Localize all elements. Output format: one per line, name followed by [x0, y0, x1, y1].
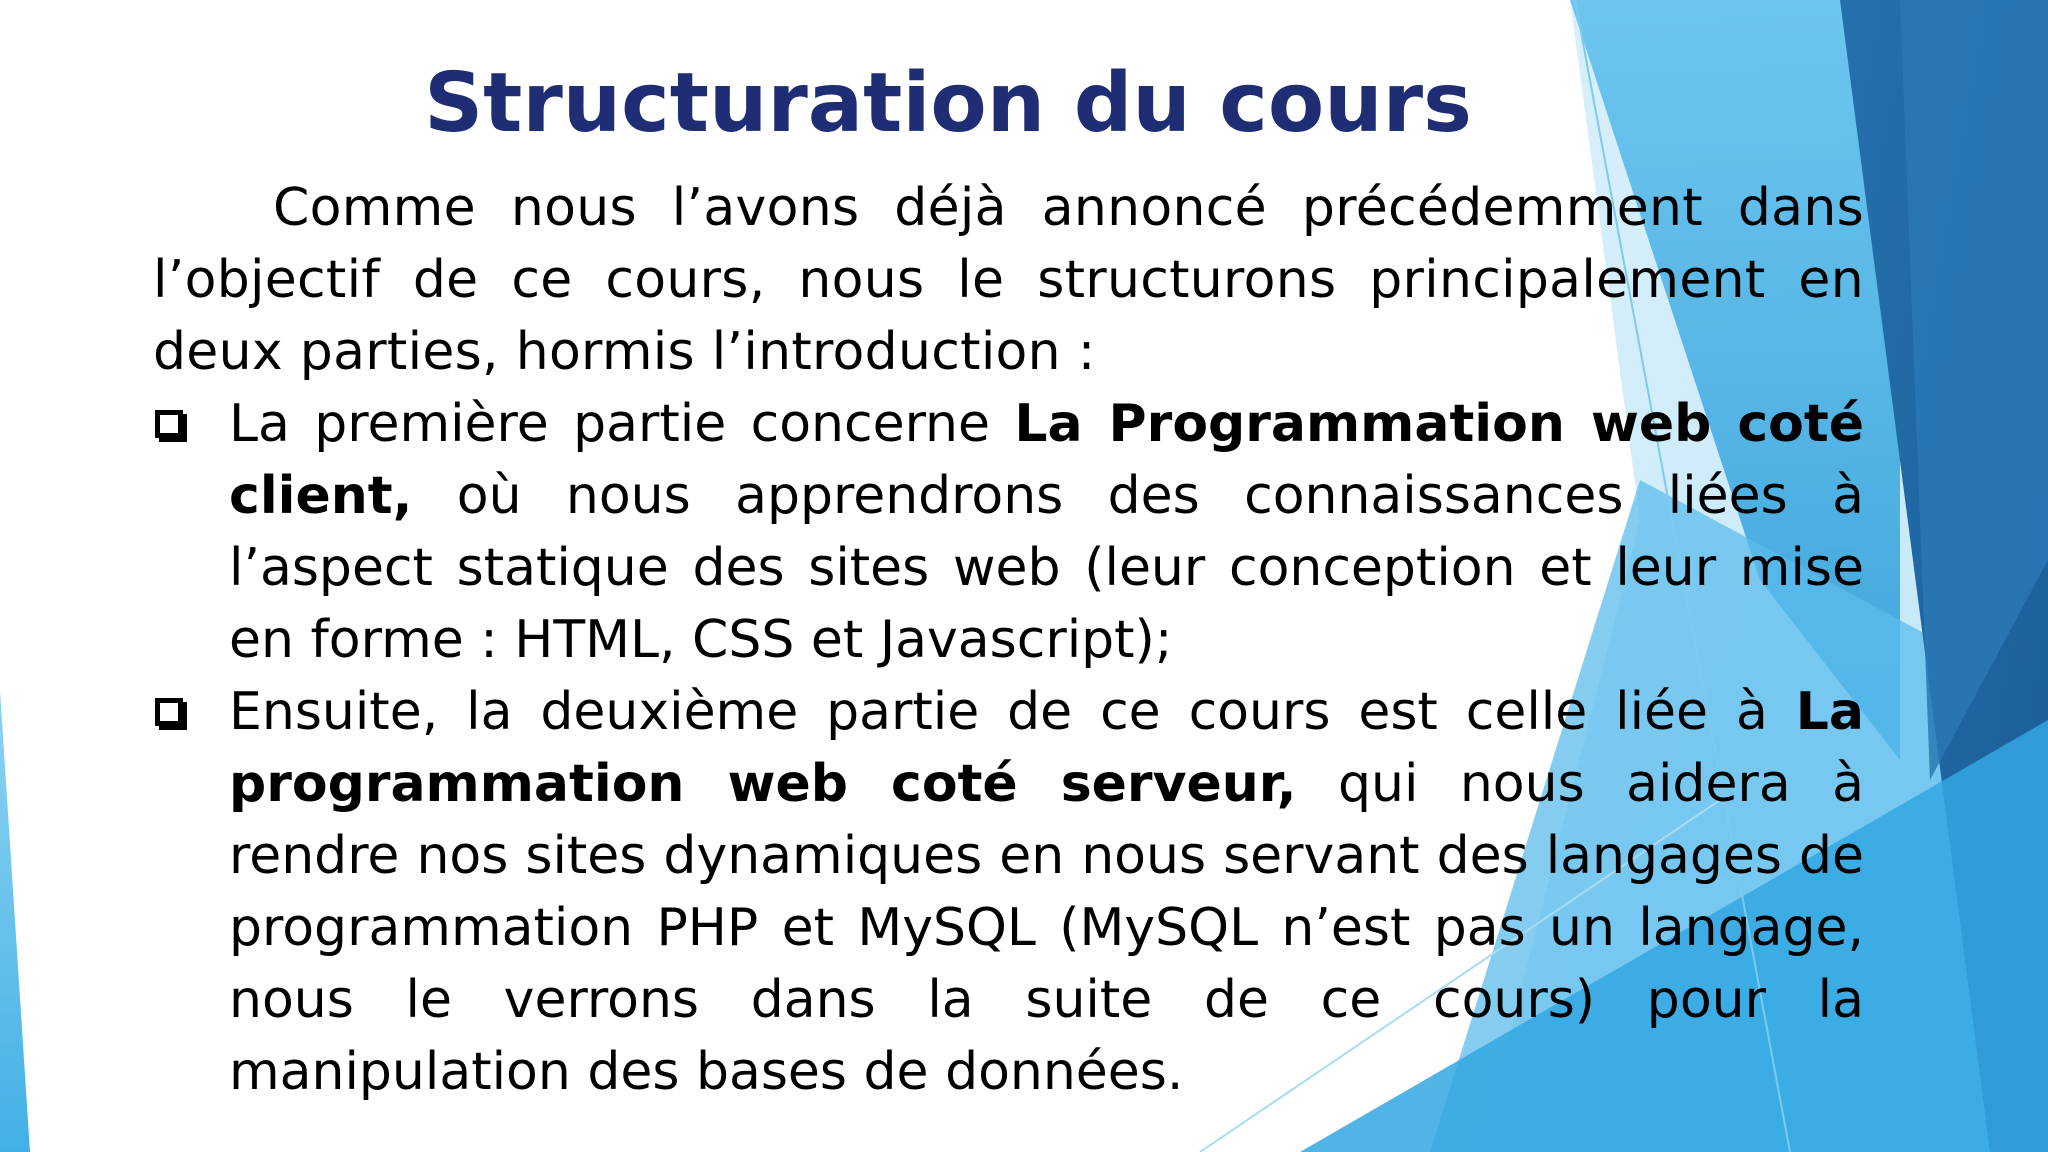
bullet-list: [153, 388, 1864, 1108]
bullet-item-server: [153, 676, 1864, 1108]
checkbox-bullet-icon: [155, 410, 183, 438]
bullet-rest-text: où nous apprendrons des connaissances liées à l’aspect statique des sites web (leur conception et leur mise en forme : HTML, CSS et Javascript);: [229, 466, 1864, 670]
bullet-lead-text: Ensuite, la deuxième partie de ce cours est celle liée à: [229, 682, 1796, 742]
bullet-item-client: [153, 388, 1864, 676]
bullet-rest-text: qui nous aidera à rendre nos sites dynamiques en nous servant des langages de programmation PHP et MySQL (MySQL n’est pas un langage, nous le verrons dans la suite de ce cours) pour la manipulation des bases de données.: [229, 754, 1864, 1102]
slide-body: [153, 172, 1864, 1108]
bullet-text: [229, 394, 1864, 670]
left-accent-shape: [0, 690, 30, 1152]
bullet-text: [229, 682, 1864, 1102]
bullet-bold-text: La programmation web coté serveur,: [229, 682, 1864, 814]
checkbox-bullet-icon: [155, 698, 183, 726]
bullet-bold-text: La Programmation web coté client,: [229, 394, 1864, 526]
slide-title: Structuration du cours: [424, 56, 1472, 151]
intro-paragraph: Comme nous l’avons déjà annoncé précédemment dans l’objectif de ce cours, nous le structurons principalement en deux parties, hormis l’introduction :: [153, 178, 1864, 382]
bullet-lead-text: La première partie concerne: [229, 394, 1015, 454]
